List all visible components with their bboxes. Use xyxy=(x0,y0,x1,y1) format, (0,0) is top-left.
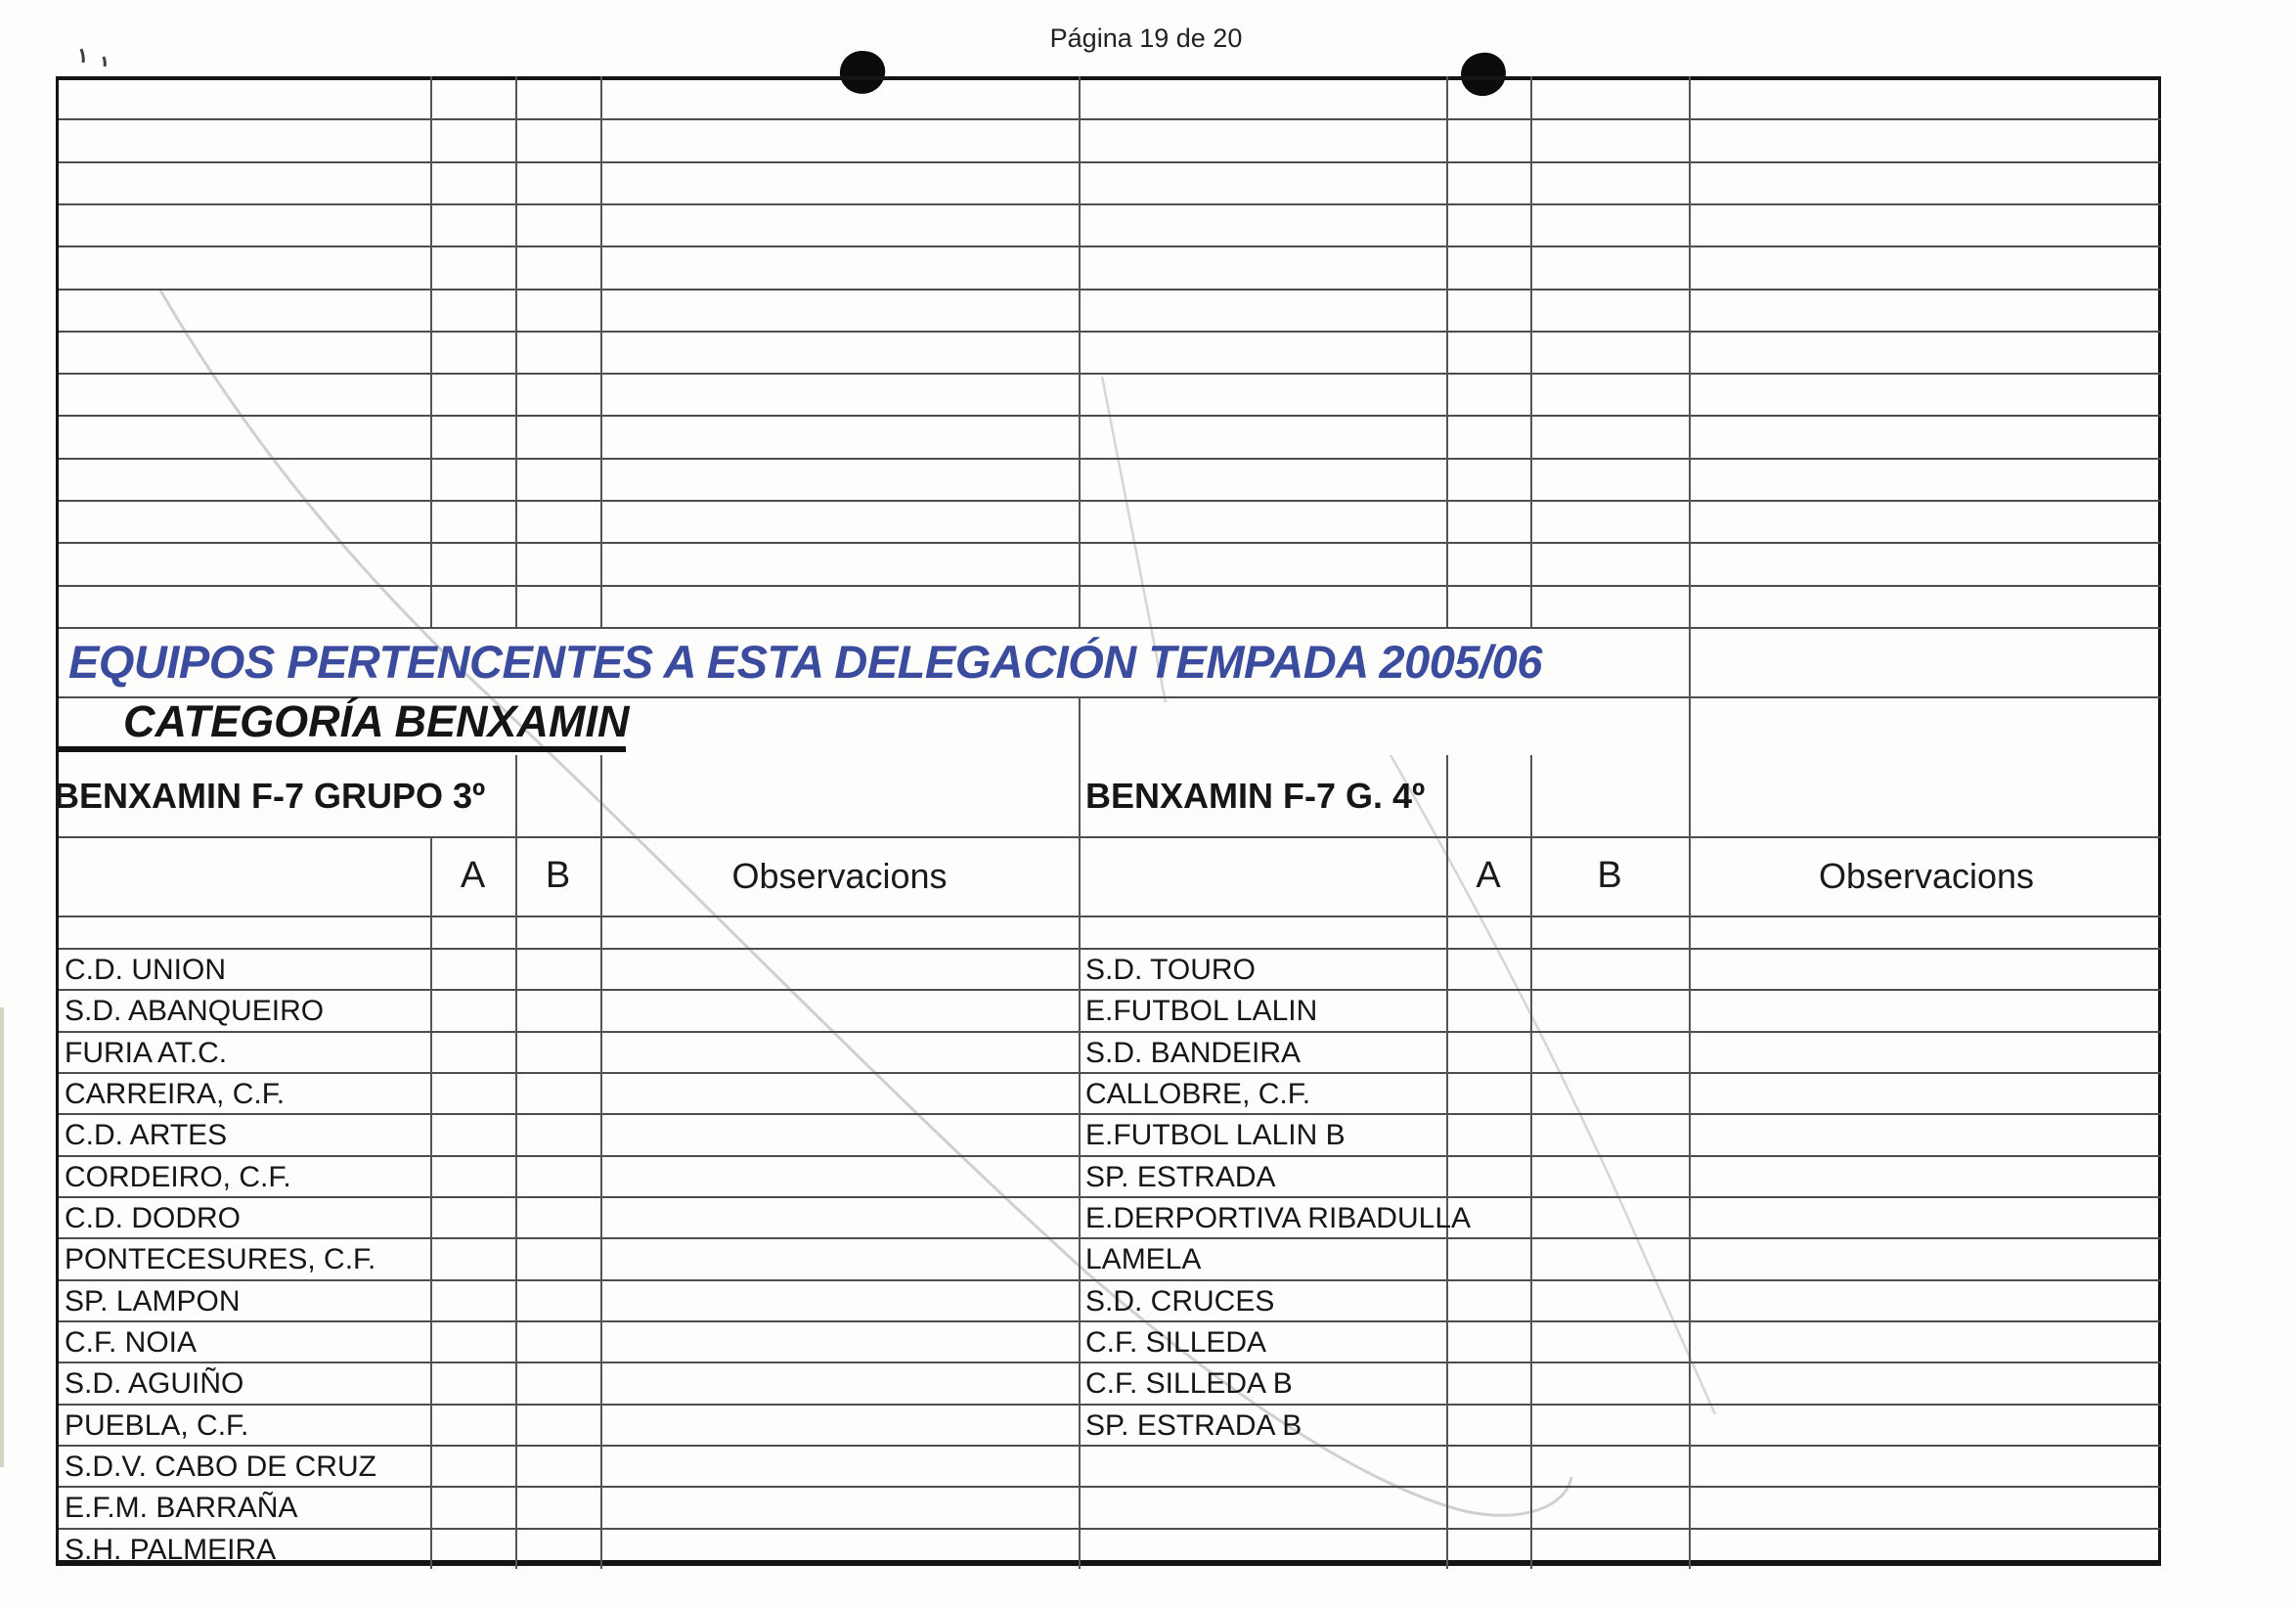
team-name-cell: CORDEIRO, C.F. xyxy=(65,1160,291,1193)
grid-vline xyxy=(1689,627,1691,836)
team-name-cell: E.F.M. BARRAÑA xyxy=(65,1492,298,1525)
grid-vline xyxy=(600,755,602,836)
team-name-cell: S.D.V. CABO DE CRUZ xyxy=(65,1450,376,1483)
document-title: EQUIPOS PERTENCENTES A ESTA DELEGACIÓN TEMPADA 2005/06 xyxy=(68,636,1542,688)
group-header-left: BENXAMIN F-7 GRUPO 3º xyxy=(54,776,486,816)
team-name-cell: C.D. UNION xyxy=(65,954,226,986)
grid-hline xyxy=(59,415,2161,417)
grid-vline xyxy=(1079,696,1081,836)
grid-vline xyxy=(1530,755,1532,836)
grid-vline xyxy=(600,836,602,1569)
grid-vline xyxy=(1530,836,1532,1569)
team-name-cell: S.D. TOURO xyxy=(1085,954,1256,986)
grid-vline xyxy=(1689,836,1691,1569)
grid-vline xyxy=(1446,755,1448,836)
grid-hline xyxy=(59,585,2161,587)
scan-edge-tint xyxy=(0,1007,4,1467)
team-name-cell: C.F. NOIA xyxy=(65,1325,198,1359)
grid-hline xyxy=(59,203,2161,205)
grid-hline xyxy=(59,373,2161,375)
column-header-b-left: B xyxy=(545,855,571,896)
column-header-a-left: A xyxy=(460,855,486,896)
grid-vline xyxy=(1079,836,1081,1569)
grid-vline xyxy=(515,836,517,1569)
team-name-cell: CARREIRA, C.F. xyxy=(65,1077,286,1110)
grid-vline xyxy=(430,76,432,627)
grid-vline xyxy=(430,836,432,1569)
ink-mark xyxy=(81,49,105,67)
column-header-obs-right: Observacions xyxy=(1818,856,2035,896)
team-name-cell: S.D. AGUIÑO xyxy=(65,1367,244,1401)
page-number: Página 19 de 20 xyxy=(1049,23,1243,53)
category-underline xyxy=(59,746,626,752)
grid-vline xyxy=(1689,76,1691,627)
team-name-cell: FURIA AT.C. xyxy=(65,1036,228,1069)
team-name-cell: CALLOBRE, C.F. xyxy=(1085,1077,1311,1110)
grid-hline xyxy=(59,246,2161,247)
team-name-cell: LAMELA xyxy=(1085,1243,1202,1276)
column-header-a-right: A xyxy=(1476,855,1501,896)
team-name-cell: C.D. DODRO xyxy=(65,1201,241,1234)
grid-hline xyxy=(59,500,2161,502)
grid-hline xyxy=(59,916,2161,917)
grid-hline xyxy=(59,331,2161,333)
team-name-cell: S.D. ABANQUEIRO xyxy=(65,995,325,1028)
grid-vline xyxy=(600,76,602,627)
team-name-cell: S.D. CRUCES xyxy=(1085,1284,1275,1318)
team-name-cell: SP. ESTRADA B xyxy=(1085,1408,1303,1442)
column-header-obs-left: Observacions xyxy=(731,856,948,896)
team-name-cell: E.FUTBOL LALIN xyxy=(1085,995,1318,1028)
team-name-cell: S.H. PALMEIRA xyxy=(65,1533,277,1566)
grid-vline xyxy=(515,755,517,836)
team-name-cell: C.F. SILLEDA xyxy=(1085,1325,1267,1359)
team-name-cell: E.DERPORTIVA RIBADULLA xyxy=(1085,1201,1472,1234)
team-name-cell: E.FUTBOL LALIN B xyxy=(1085,1119,1346,1152)
team-name-cell: S.D. BANDEIRA xyxy=(1085,1036,1302,1069)
grid-vline xyxy=(1446,76,1448,627)
grid-hline xyxy=(59,289,2161,290)
category-heading: CATEGORÍA BENXAMIN xyxy=(123,696,630,746)
team-name-cell: SP. ESTRADA xyxy=(1085,1160,1276,1193)
team-name-cell: PONTECESURES, C.F. xyxy=(65,1243,376,1276)
group-header-right: BENXAMIN F-7 G. 4º xyxy=(1085,776,1426,816)
grid-hline xyxy=(59,458,2161,460)
team-name-cell: SP. LAMPON xyxy=(65,1284,241,1318)
column-header-b-right: B xyxy=(1597,855,1622,896)
grid-hline xyxy=(59,161,2161,163)
grid-vline xyxy=(1079,76,1081,627)
grid-hline xyxy=(59,118,2161,120)
team-name-cell: C.D. ARTES xyxy=(65,1119,228,1152)
grid-vline xyxy=(515,76,517,627)
grid-hline xyxy=(59,1528,2161,1530)
team-name-cell: C.F. SILLEDA B xyxy=(1085,1367,1293,1401)
team-name-cell: PUEBLA, C.F. xyxy=(65,1408,249,1442)
grid-hline xyxy=(59,542,2161,544)
grid-vline xyxy=(1530,76,1532,627)
